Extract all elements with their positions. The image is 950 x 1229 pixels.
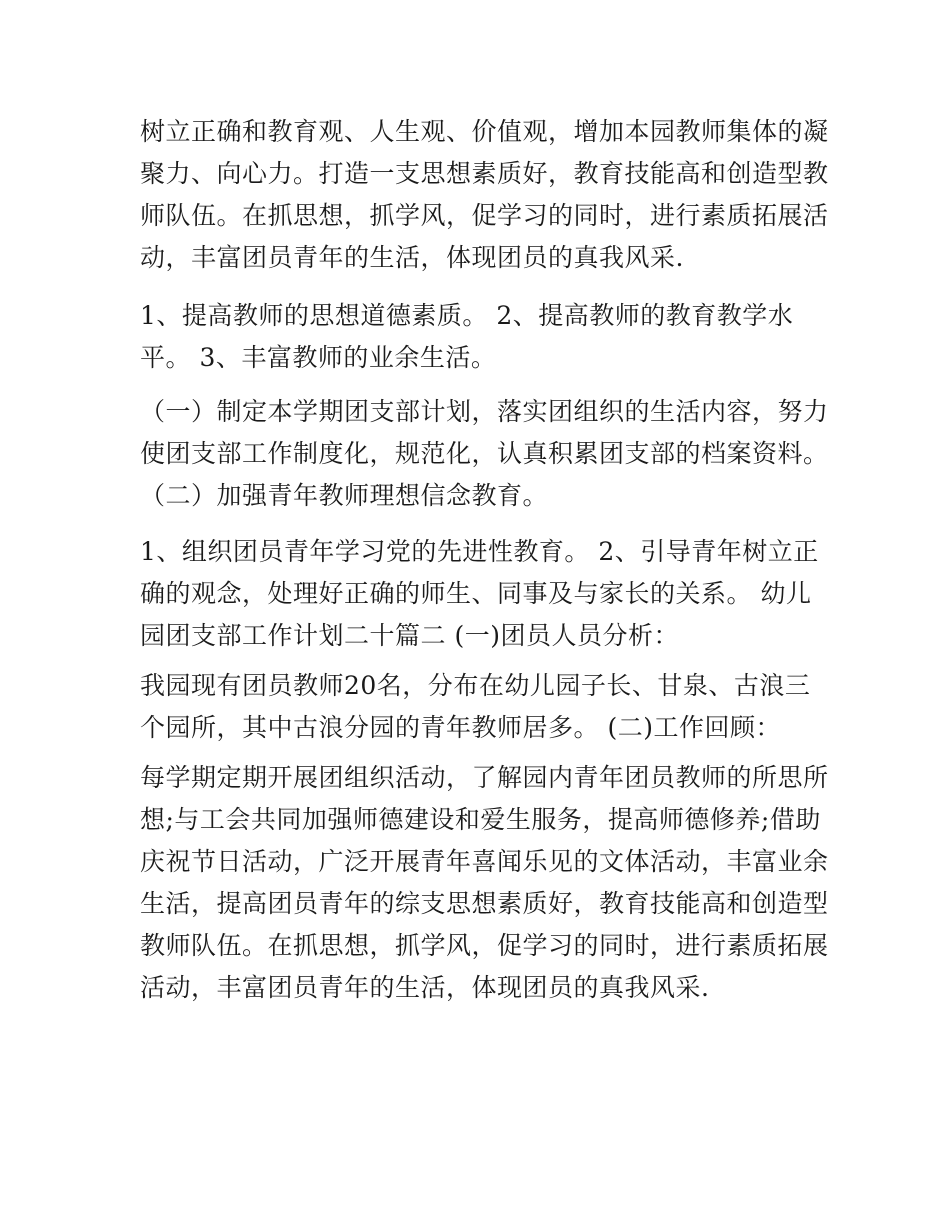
text-line: 聚力、向心力。打造一支思想素质好，教育技能高和创造型教 xyxy=(140,159,829,188)
text-line: 活动，丰富团员青年的生活，体现团员的真我风采. xyxy=(140,973,710,1002)
document-body xyxy=(140,111,829,1009)
text-line: 每学期定期开展团组织活动，了解园内青年团员教师的所思所 xyxy=(140,763,829,792)
paragraph-measures xyxy=(140,391,829,517)
text-line: 1、组织团员青年学习党的先进性教育。 2、引导青年树立正 xyxy=(140,537,819,566)
text-line: （一）制定本学期团支部计划，落实团组织的生活内容，努力 xyxy=(140,397,829,426)
text-line: 树立正确和教育观、人生观、价值观，增加本园教师集体的凝 xyxy=(140,117,829,146)
text-line: 生活，提高团员青年的综支思想素质好，教育技能高和创造型 xyxy=(140,889,829,918)
paragraph-analysis xyxy=(140,665,820,749)
paragraph-goals xyxy=(140,295,820,379)
text-line: 平。 3、丰富教师的业余生活。 xyxy=(140,343,497,372)
text-line: 想;与工会共同加强师德建设和爱生服务，提高师德修养;借助 xyxy=(140,805,821,834)
text-line: 我园现有团员教师20名，分布在幼儿园子长、甘泉、古浪三 xyxy=(140,671,811,700)
text-line: 使团支部工作制度化，规范化，认真积累团支部的档案资料。 xyxy=(140,439,829,468)
text-line: 庆祝节日活动，广泛开展青年喜闻乐见的文体活动，丰富业余 xyxy=(140,847,829,876)
text-line: 动，丰富团员青年的生活，体现团员的真我风采. xyxy=(140,243,684,272)
paragraph-education xyxy=(140,531,820,657)
paragraph-review xyxy=(140,757,829,1009)
paragraph-intro xyxy=(140,111,829,279)
text-line: 园团支部工作计划二十篇二 (一)团员人员分析： xyxy=(140,621,679,650)
text-line: 教师队伍。在抓思想，抓学风，促学习的同时，进行素质拓展 xyxy=(140,931,829,960)
text-line: （二）加强青年教师理想信念教育。 xyxy=(140,481,549,510)
text-line: 个园所，其中古浪分园的青年教师居多。 (二)工作回顾： xyxy=(140,713,781,742)
text-line: 确的观念，处理好正确的师生、同事及与家长的关系。 幼儿 xyxy=(140,579,812,608)
text-line: 1、提高教师的思想道德素质。 2、提高教师的教育教学水 xyxy=(140,301,794,330)
text-line: 师队伍。在抓思想，抓学风，促学习的同时，进行素质拓展活 xyxy=(140,201,829,230)
